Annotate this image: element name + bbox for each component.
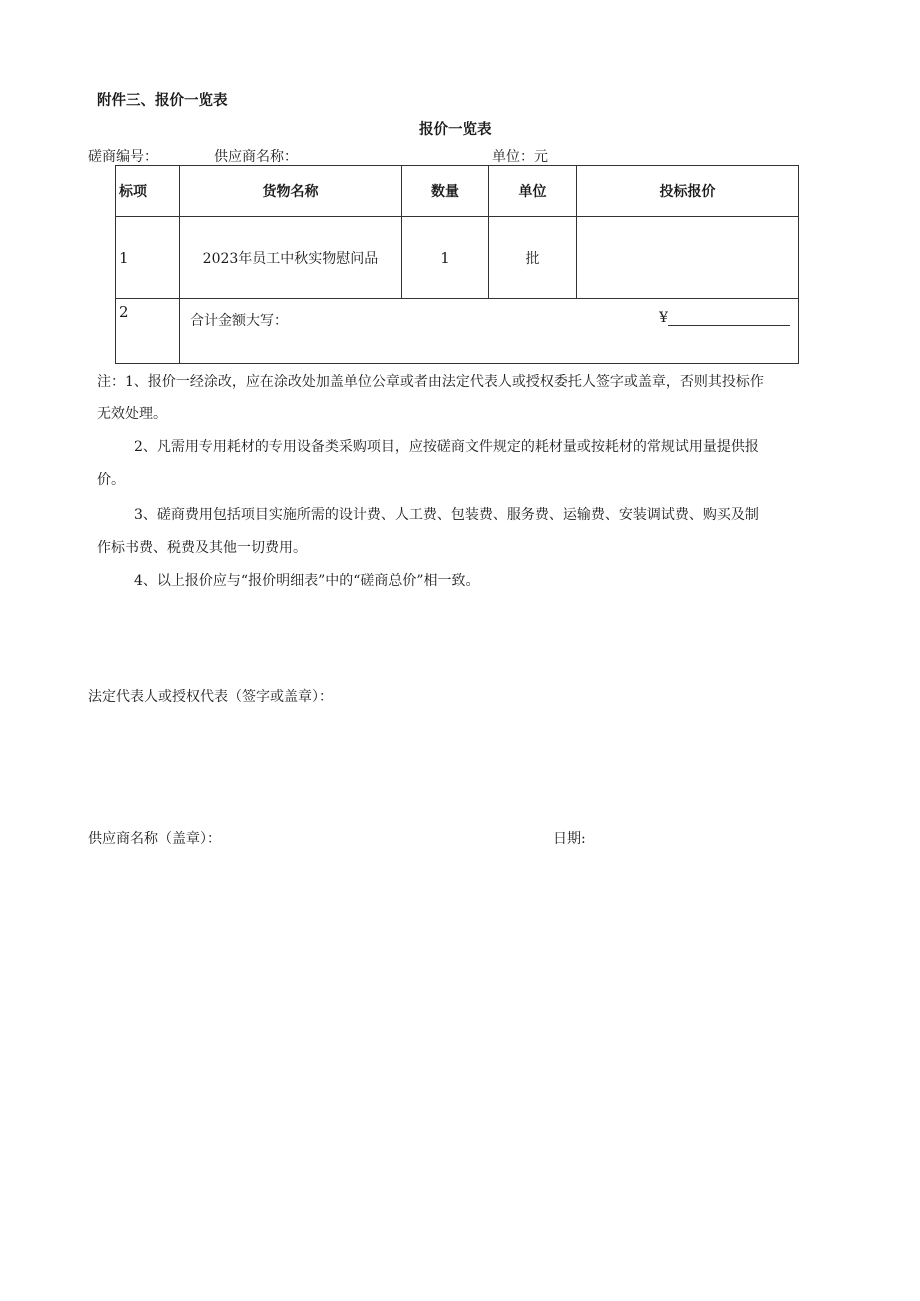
yen-sign: ¥ <box>659 310 668 326</box>
note-1-line-2: 无效处理。 <box>97 406 167 422</box>
project-no-blank[interactable] <box>159 151 213 166</box>
note-3-line-2: 作标书费、税费及其他一切费用。 <box>97 540 307 556</box>
row-unit: 批 <box>489 217 577 299</box>
signature-label: 法定代表人或授权代表（签字或盖章）： <box>88 689 333 705</box>
attachment-title: 附件三、报价一览表 <box>97 93 228 109</box>
note-4: 4、以上报价应与“报价明细表”中的“磋商总价”相一致。 <box>134 573 480 589</box>
header-unit: 单位 <box>489 166 577 217</box>
table-header-row <box>116 166 799 217</box>
header-goods-name: 货物名称 <box>180 166 402 217</box>
total-amount-label: 合计金额大写： <box>190 313 288 329</box>
header-bid-price: 投标报价 <box>577 166 799 217</box>
note-2-line-2: 价。 <box>97 472 125 488</box>
total-amount-blank[interactable] <box>668 311 790 326</box>
date-label: 日期: <box>553 831 586 847</box>
total-amount-cell[interactable] <box>180 299 799 364</box>
header-lot: 标项 <box>116 166 180 217</box>
note-2-line-1: 2、凡需用专用耗材的专用设备类采购项目，应按磋商文件规定的耗材量或按耗材的常规试用量提供报 <box>134 439 759 455</box>
document-title: 报价一览表 <box>419 122 492 138</box>
table-total-row <box>116 299 799 364</box>
supplier-name-label: 供应商名称： <box>214 149 298 165</box>
row-bid-price-cell[interactable] <box>577 217 799 299</box>
row-quantity: 1 <box>402 217 489 299</box>
unit-label: 单位：元 <box>492 149 548 165</box>
note-3-line-1: 3、磋商费用包括项目实施所需的设计费、人工费、包装费、服务费、运输费、安装调试费、购买及制 <box>134 507 759 523</box>
note-1-line-1: 注：1、报价一经涂改，应在涂改处加盖单位公章或者由法定代表人或授权委托人签字或盖章，否则其投标作 <box>97 374 764 390</box>
meta-line <box>88 146 548 166</box>
supplier-stamp-label: 供应商名称（盖章）： <box>88 831 221 847</box>
header-quantity: 数量 <box>402 166 489 217</box>
row-index: 2 <box>116 299 180 364</box>
supplier-name-blank[interactable] <box>299 151 491 166</box>
table-row <box>116 217 799 299</box>
row-goods-name: 2023年员工中秋实物慰问品 <box>180 217 402 299</box>
project-no-label: 磋商编号： <box>88 149 158 165</box>
total-amount-figure <box>659 310 790 326</box>
row-index: 1 <box>116 217 180 299</box>
quote-table <box>115 165 799 364</box>
